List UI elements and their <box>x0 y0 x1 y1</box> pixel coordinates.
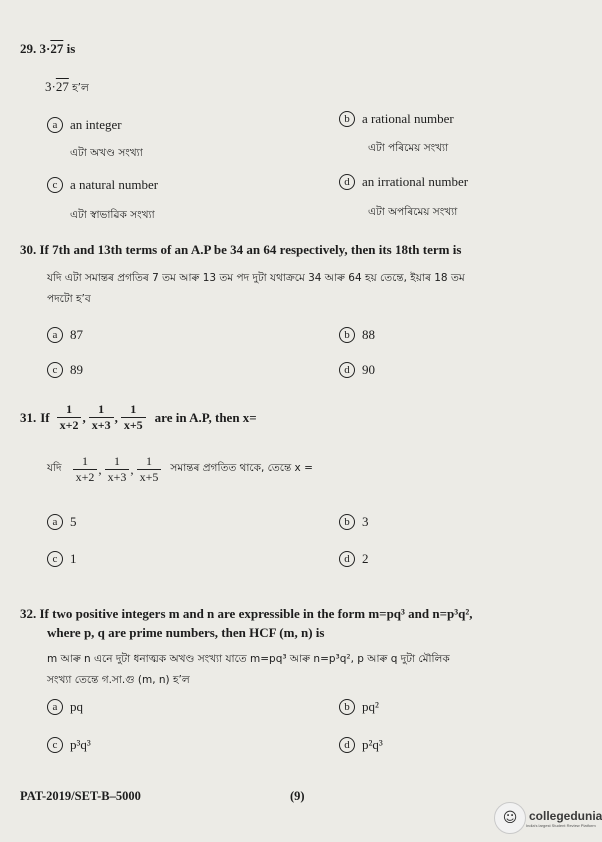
option-d-marker: d <box>339 362 355 378</box>
q32-stem-as-line2: সংখ্যা তেন্তে গ.সা.গু (m, n) হ’ল <box>47 674 190 686</box>
q29-stem-as: 3·27 হ’ল <box>45 79 89 94</box>
q31-fraction-2: $\frac{1}{x+3}$ <box>89 402 114 433</box>
q29-option-a[interactable]: a an integer <box>47 117 122 133</box>
q29-stem: 29. 3·27 is <box>20 41 76 56</box>
q31-as-fraction-2: $\frac{1}{x+3}$ <box>105 454 130 485</box>
q29-option-a-as: এটা অখণ্ড সংখ্যা <box>70 147 143 159</box>
q31-as-fraction-1: $\frac{1}{x+2}$ <box>73 454 98 485</box>
option-b-marker: b <box>339 111 355 127</box>
q32-option-d[interactable]: d p²q³ <box>339 737 383 753</box>
option-b-marker: b <box>339 514 355 530</box>
q31-option-b[interactable]: b 3 <box>339 514 369 530</box>
q30-stem-as-line1: যদি এটা সমান্তৰ প্ৰগতিৰ 7 তম আৰু 13 তম পদ দুটা যথাক্ৰমে 34 আৰু 64 হয় তেন্তে, ইয়াৰ 18 তম <box>47 272 465 284</box>
option-a-marker: a <box>47 117 63 133</box>
option-a-marker: a <box>47 699 63 715</box>
q29-option-d-as: এটা অপৰিমেয় সংখ্যা <box>368 206 458 218</box>
q31-option-d[interactable]: d 2 <box>339 551 369 567</box>
option-b-marker: b <box>339 327 355 343</box>
footer-paper-code: PAT-2019/SET-B–5000 <box>20 789 141 803</box>
q29-option-d[interactable]: d an irrational number <box>339 174 468 190</box>
mascot-icon: ☺ <box>494 802 526 834</box>
q31-fraction-1: $\frac{1}{x+2}$ <box>57 402 82 433</box>
watermark-brand: collegedunia <box>529 808 602 823</box>
option-d-marker: d <box>339 174 355 190</box>
q32-option-a[interactable]: a pq <box>47 699 83 715</box>
q30-stem: 30. If 7th and 13th terms of an A.P be 34 an 64 respectively, then its 18th term is <box>20 242 462 257</box>
q30-option-d[interactable]: d 90 <box>339 362 375 378</box>
q30-stem-as-line2: পদটো হ’ব <box>47 293 91 305</box>
q31-stem-as: যদি $\frac{1}{x+2}$ , $\frac{1}{x+3}$ , $\frac{1}{x+5}$ সমান্তৰ প্ৰগতিত থাকে, তেন্তে x = <box>47 454 313 484</box>
option-d-marker: d <box>339 551 355 567</box>
q32-option-c[interactable]: c p³q³ <box>47 737 91 753</box>
option-a-marker: a <box>47 514 63 530</box>
watermark-tagline: India's largest Student Review Platform <box>526 822 596 828</box>
q29-option-b[interactable]: b a rational number <box>339 111 454 127</box>
q32-option-b[interactable]: b pq² <box>339 699 379 715</box>
q31-option-a[interactable]: a 5 <box>47 514 77 530</box>
option-c-marker: c <box>47 362 63 378</box>
option-c-marker: c <box>47 177 63 193</box>
q30-option-c[interactable]: c 89 <box>47 362 83 378</box>
q29-option-c[interactable]: c a natural number <box>47 177 158 193</box>
option-d-marker: d <box>339 737 355 753</box>
q32-stem-line2: where p, q are prime numbers, then HCF (m, n) is <box>47 625 325 640</box>
option-b-marker: b <box>339 699 355 715</box>
q31-option-c[interactable]: c 1 <box>47 551 77 567</box>
q29-option-b-as: এটা পৰিমেয় সংখ্যা <box>368 142 449 154</box>
q30-option-a[interactable]: a 87 <box>47 327 83 343</box>
q31-as-fraction-3: $\frac{1}{x+5}$ <box>137 454 162 485</box>
q31-stem: 31. If $\frac{1}{x+2}$ , $\frac{1}{x+3}$ , $\frac{1}{x+5}$ are in A.P, then x= <box>20 402 257 432</box>
q32-stem-as-line1: m আৰু n এনে দুটা ধনাত্মক অখণ্ড সংখ্যা যাতে m=pq³ আৰু n=p³q², p আৰু q দুটা মৌলিক <box>47 653 450 665</box>
option-a-marker: a <box>47 327 63 343</box>
option-c-marker: c <box>47 737 63 753</box>
collegedunia-watermark <box>494 802 602 834</box>
q31-fraction-3: $\frac{1}{x+5}$ <box>121 402 146 433</box>
q32-stem-line1: 32. If two positive integers m and n are expressible in the form m=pq³ and n=p³q², <box>20 606 473 621</box>
q30-option-b[interactable]: b 88 <box>339 327 375 343</box>
footer-page-number: (9) <box>290 789 305 803</box>
option-c-marker: c <box>47 551 63 567</box>
q29-option-c-as: এটা স্বাভাৱিক সংখ্যা <box>70 209 155 221</box>
